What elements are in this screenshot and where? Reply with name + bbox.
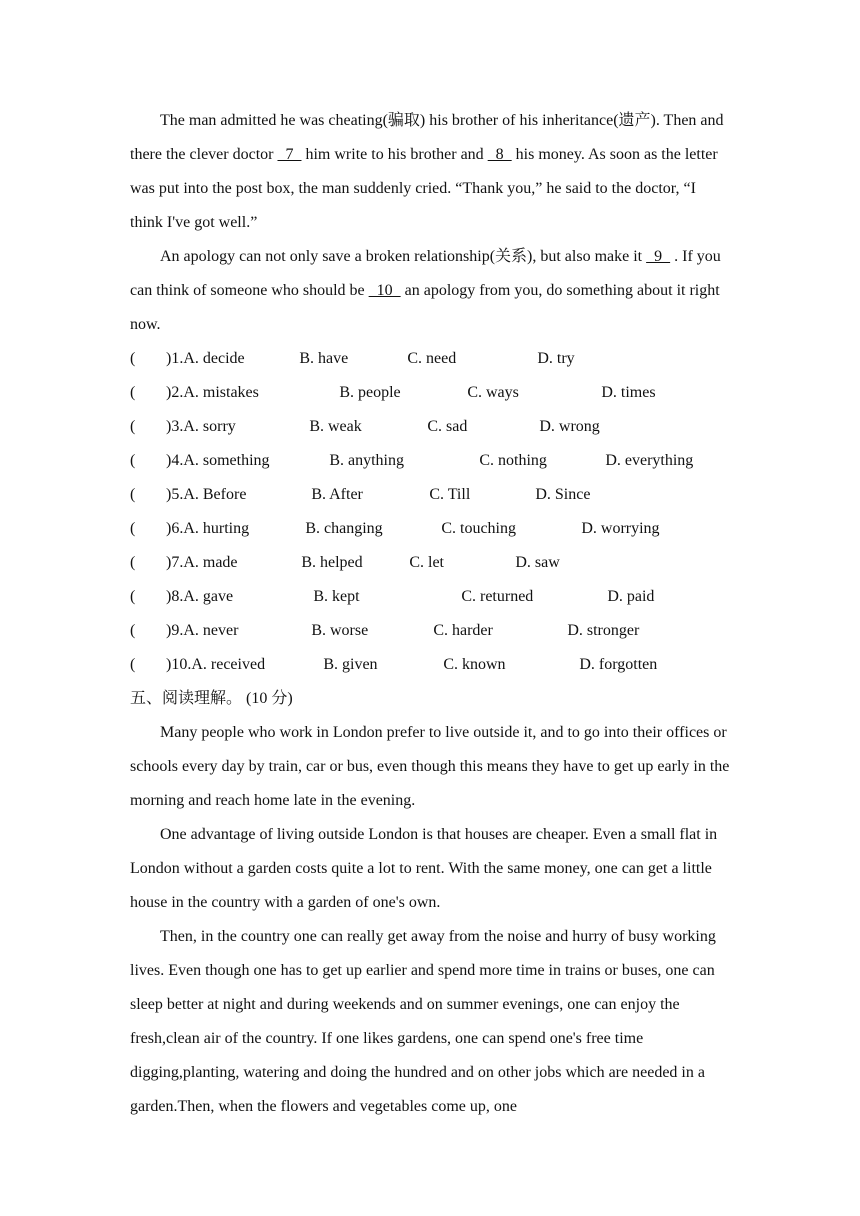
option-row [130,512,730,546]
option-row [130,376,730,410]
question-number: )4. [166,452,184,469]
answer-paren: ( [130,452,136,469]
option-d: D. paid [607,588,655,605]
question-number: )3. [166,418,184,435]
option-b: B. After [311,486,363,503]
question-number: )1. [166,350,184,367]
option-a: A. sorry [183,418,236,435]
option-a: A. something [183,452,270,469]
answer-paren: ( [130,622,136,639]
option-row [130,546,730,580]
option-c: C. nothing [479,452,547,469]
blank-10: 10 [368,282,401,299]
option-d: D. wrong [539,418,600,435]
passage-text: his money. As soon as the letter was put into the post box, the man suddenly cried. “Thank you,” he said to the doctor, “I think I've got well.” [130,146,718,231]
option-c: C. ways [467,384,519,401]
option-d: D. everything [605,452,694,469]
question-number: )8. [166,588,184,605]
passage-text: An apology can not only save a broken relationship(关系), but also make it [160,248,647,265]
answer-paren: ( [130,486,136,503]
option-a: A. gave [183,588,234,605]
option-d: D. saw [515,554,560,571]
option-b: B. worse [311,622,369,639]
answer-paren: ( [130,350,136,367]
blank-7: 7 [277,146,302,163]
passage-text: him write to his brother and [301,146,488,163]
reading-paragraph-3: Then, in the country one can really get away from the noise and hurry of busy working lives. Even though one has to get up earlier and spend more time in trains or buses, one can sleep better at night and during weekends and on summer evenings, one can enjoy the fresh,clean air of the country. If one likes gardens, one can spend one's free time digging,planting, watering and doing the hundred and on other jobs which are needed in a garden.Then, when the flowers and vegetables come up, one [130,928,716,1115]
answer-paren: ( [130,656,136,673]
question-number: )10. [166,656,192,673]
blank-9: 9 [646,248,671,265]
question-number: )7. [166,554,184,571]
reading-paragraph-2: One advantage of living outside London is that houses are cheaper. Even a small flat in London without a garden costs quite a lot to rent. With the same money, one can get a little house in the country with a garden of one's own. [130,826,718,911]
option-row [130,444,730,478]
document-page [130,104,730,1124]
question-number: )2. [166,384,184,401]
reading-paragraph-1: Many people who work in London prefer to live outside it, and to go into their offices or schools every day by train, car or bus, even though this means they have to get up early in the morning and reach home late in the evening. [130,724,730,809]
passage-paragraph-1 [130,104,730,240]
option-c: C. Till [429,486,471,503]
option-b: B. kept [313,588,360,605]
option-c: C. harder [433,622,493,639]
answer-paren: ( [130,418,136,435]
option-b: B. weak [309,418,362,435]
section-title: 五、阅读理解。 (10 分) [130,690,293,707]
question-number: )5. [166,486,184,503]
option-d: D. stronger [567,622,640,639]
answer-paren: ( [130,554,136,571]
option-b: B. helped [301,554,363,571]
option-a: A. hurting [183,520,250,537]
option-b: B. given [323,656,378,673]
option-a: A. decide [183,350,245,367]
option-row [130,410,730,444]
option-c: C. need [407,350,457,367]
option-d: D. forgotten [579,656,658,673]
answer-paren: ( [130,520,136,537]
option-c: C. sad [427,418,468,435]
option-d: D. try [537,350,575,367]
option-b: B. people [339,384,401,401]
passage-text: . If you can think of someone who should be [130,248,721,299]
option-c: C. known [443,656,506,673]
answer-paren: ( [130,588,136,605]
option-row [130,614,730,648]
option-d: D. times [601,384,656,401]
option-a: A. Before [183,486,247,503]
option-d: D. worrying [581,520,660,537]
answer-paren: ( [130,384,136,401]
option-row [130,580,730,614]
passage-paragraph-2 [130,240,730,342]
option-a: A. never [183,622,239,639]
option-c: C. returned [461,588,534,605]
option-a: A. mistakes [183,384,259,401]
option-b: B. changing [305,520,383,537]
option-b: B. have [299,350,349,367]
passage-text: The man admitted he was cheating(骗取) his brother of his inheritance(遗产). Then and there the clever doctor [130,112,724,163]
options-list [130,342,730,682]
blank-8: 8 [487,146,512,163]
option-a: A. received [191,656,266,673]
option-d: D. Since [535,486,591,503]
option-row [130,478,730,512]
option-c: C. touching [441,520,516,537]
question-number: )6. [166,520,184,537]
option-a: A. made [183,554,238,571]
option-row [130,648,730,682]
option-c: C. let [409,554,444,571]
passage-text: an apology from you, do something about it right now. [130,282,720,333]
question-number: )9. [166,622,184,639]
option-row [130,342,730,376]
option-b: B. anything [329,452,404,469]
